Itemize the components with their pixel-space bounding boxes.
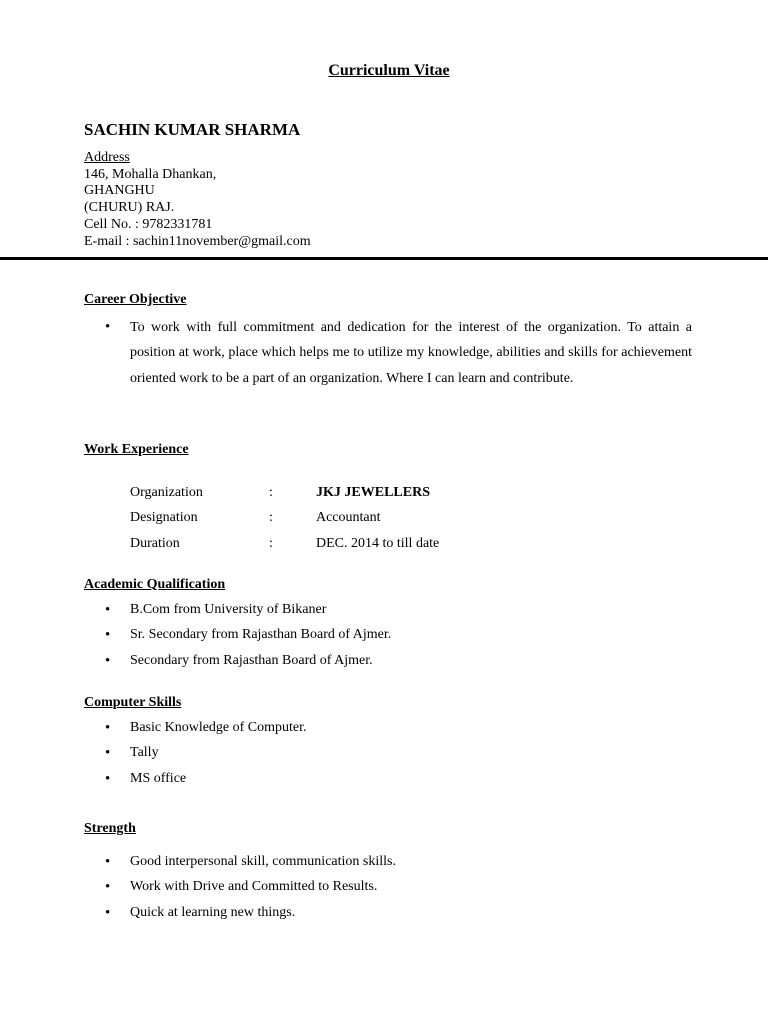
section-heading-career-objective: Career Objective	[84, 292, 187, 307]
section-heading-academic: Academic Qualification	[84, 577, 226, 592]
address-line: GHANGHU	[84, 183, 155, 199]
work-label: Duration	[130, 535, 180, 551]
list-item: • Basic Knowledge of Computer.	[130, 718, 307, 743]
work-separator: :	[269, 485, 273, 500]
document-title: Curriculum Vitae	[328, 62, 450, 79]
work-separator: :	[269, 510, 273, 526]
list-item: • B.Com from University of Bikaner	[130, 600, 391, 625]
address-line: 146, Mohalla Dhankan,	[84, 166, 217, 182]
career-objective-text: • To work with full commitment and dedication for the interest of the organization. To attain a position at work, place which helps me to utilize my knowledge, abilities and skills for achievement oriented work to be a part of an organization. Where I can learn and contribute.	[130, 315, 692, 391]
work-row-duration	[130, 534, 630, 559]
address-line: (CHURU) RAJ.	[84, 200, 175, 216]
work-label: Designation	[130, 510, 198, 526]
section-heading-computer-skills: Computer Skills	[84, 695, 182, 710]
strength-list	[130, 852, 396, 928]
address-label: Address	[84, 150, 130, 165]
list-item: • Sr. Secondary from Rajasthan Board of Ajmer.	[130, 625, 391, 650]
email-address: E-mail : sachin11november@gmail.com	[84, 233, 311, 249]
candidate-name: SACHIN KUMAR SHARMA	[84, 120, 301, 139]
work-experience-table	[130, 483, 630, 559]
contact-block	[84, 150, 311, 250]
work-value: Accountant	[316, 510, 381, 526]
work-label: Organization	[130, 485, 203, 500]
section-heading-strength: Strength	[84, 821, 136, 836]
academic-list	[130, 600, 391, 676]
list-item: • MS office	[130, 769, 307, 794]
work-row-organization	[130, 483, 630, 508]
cell-number: Cell No. : 9782331781	[84, 216, 213, 232]
header-divider	[0, 257, 768, 260]
list-item: • Tally	[130, 743, 307, 768]
work-row-designation	[130, 508, 630, 533]
section-heading-work-experience: Work Experience	[84, 442, 189, 457]
list-item: • Quick at learning new things.	[130, 903, 396, 928]
list-item: • Secondary from Rajasthan Board of Ajmer.	[130, 651, 391, 676]
list-item: • Work with Drive and Committed to Results.	[130, 877, 396, 902]
work-value: JKJ JEWELLERS	[316, 485, 430, 500]
work-separator: :	[269, 535, 273, 551]
computer-skills-list	[130, 718, 307, 794]
work-value: DEC. 2014 to till date	[316, 535, 440, 551]
list-item: • Good interpersonal skill, communication skills.	[130, 852, 396, 877]
